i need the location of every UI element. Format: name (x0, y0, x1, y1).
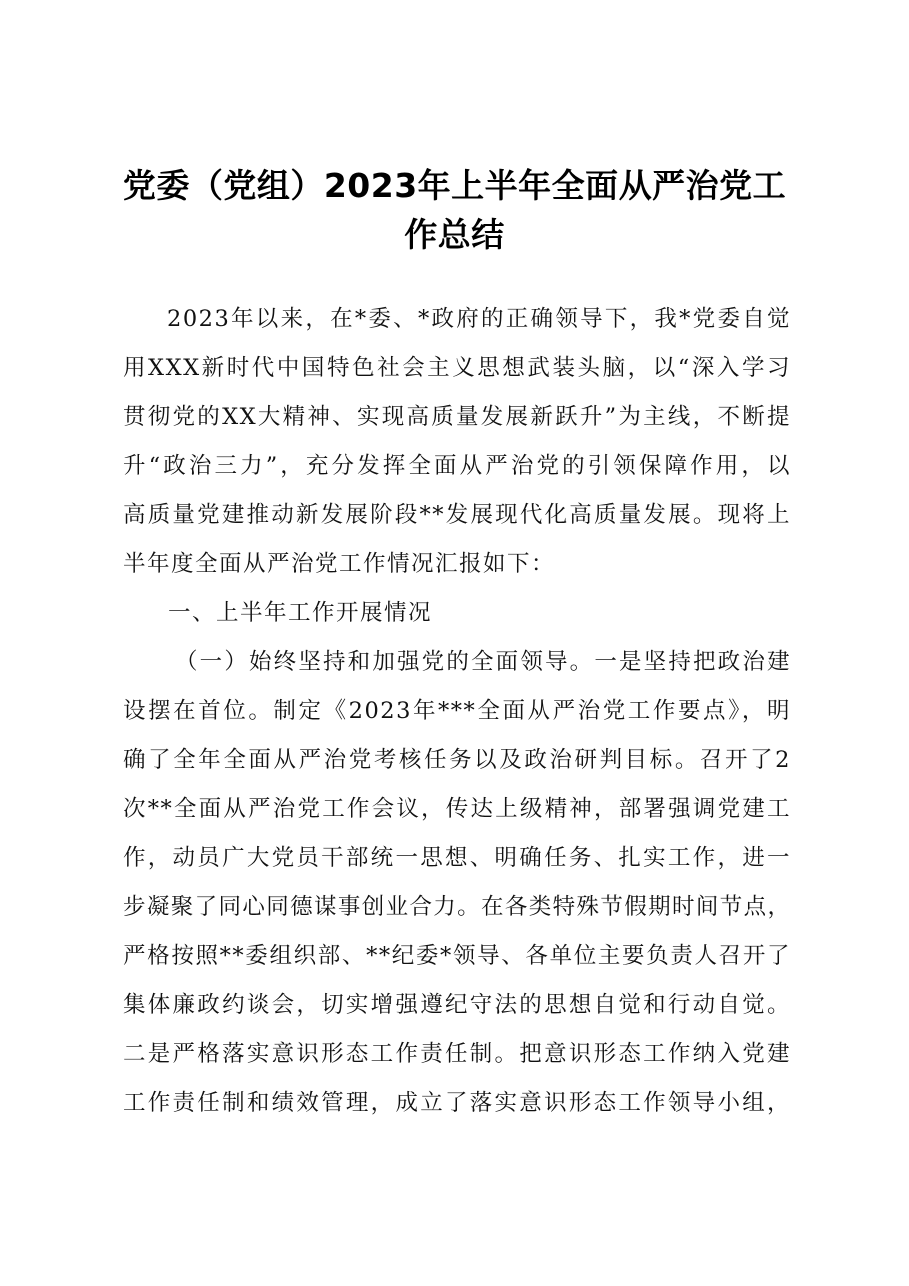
section-heading: 一、上半年工作开展情况 (168, 600, 433, 626)
document-title-line-1: 党委（党组）2023年上半年全面从严治党工 (122, 166, 787, 205)
paragraph-line: 确了全年全面从严治党考核任务以及政治研判目标。召开了2 (123, 747, 791, 773)
paragraph-line: 半年度全面从严治党工作情况汇报如下： (123, 551, 556, 577)
paragraph-line: （一）始终坚持和加强党的全面领导。一是坚持把政治建 (175, 649, 791, 675)
document-title-line-2: 作总结 (404, 215, 505, 254)
paragraph-line: 严格按照**委组织部、**纪委*领导、各单位主要负责人召开了 (123, 943, 791, 969)
paragraph-line: 高质量党建推动新发展阶段**发展现代化高质量发展。现将上 (123, 502, 791, 528)
paragraph-line: 步凝聚了同心同德谋事创业合力。在各类特殊节假期时间节点， (123, 894, 791, 920)
paragraph-line: 设摆在首位。制定《2023年***全面从严治党工作要点》，明 (123, 698, 791, 724)
paragraph-line: 2023年以来，在*委、*政府的正确领导下，我*党委自觉 (167, 306, 791, 332)
paragraph-line: 升“政治三力”，充分发挥全面从严治党的引领保障作用，以 (123, 453, 791, 479)
paragraph-line: 集体廉政约谈会，切实增强遵纪守法的思想自觉和行动自觉。 (123, 992, 791, 1018)
paragraph-line: 二是严格落实意识形态工作责任制。把意识形态工作纳入党建 (123, 1041, 791, 1067)
paragraph-line: 工作责任制和绩效管理，成立了落实意识形态工作领导小组， (123, 1090, 791, 1116)
paragraph-line: 作，动员广大党员干部统一思想、明确任务、扎实工作，进一 (123, 845, 791, 871)
paragraph-line: 用XXX新时代中国特色社会主义思想武装头脑，以“深入学习 (123, 355, 791, 381)
paragraph-line: 贯彻党的XX大精神、实现高质量发展新跃升”为主线，不断提 (123, 404, 791, 430)
paragraph-line: 次**全面从严治党工作会议，传达上级精神，部署强调党建工 (123, 796, 791, 822)
